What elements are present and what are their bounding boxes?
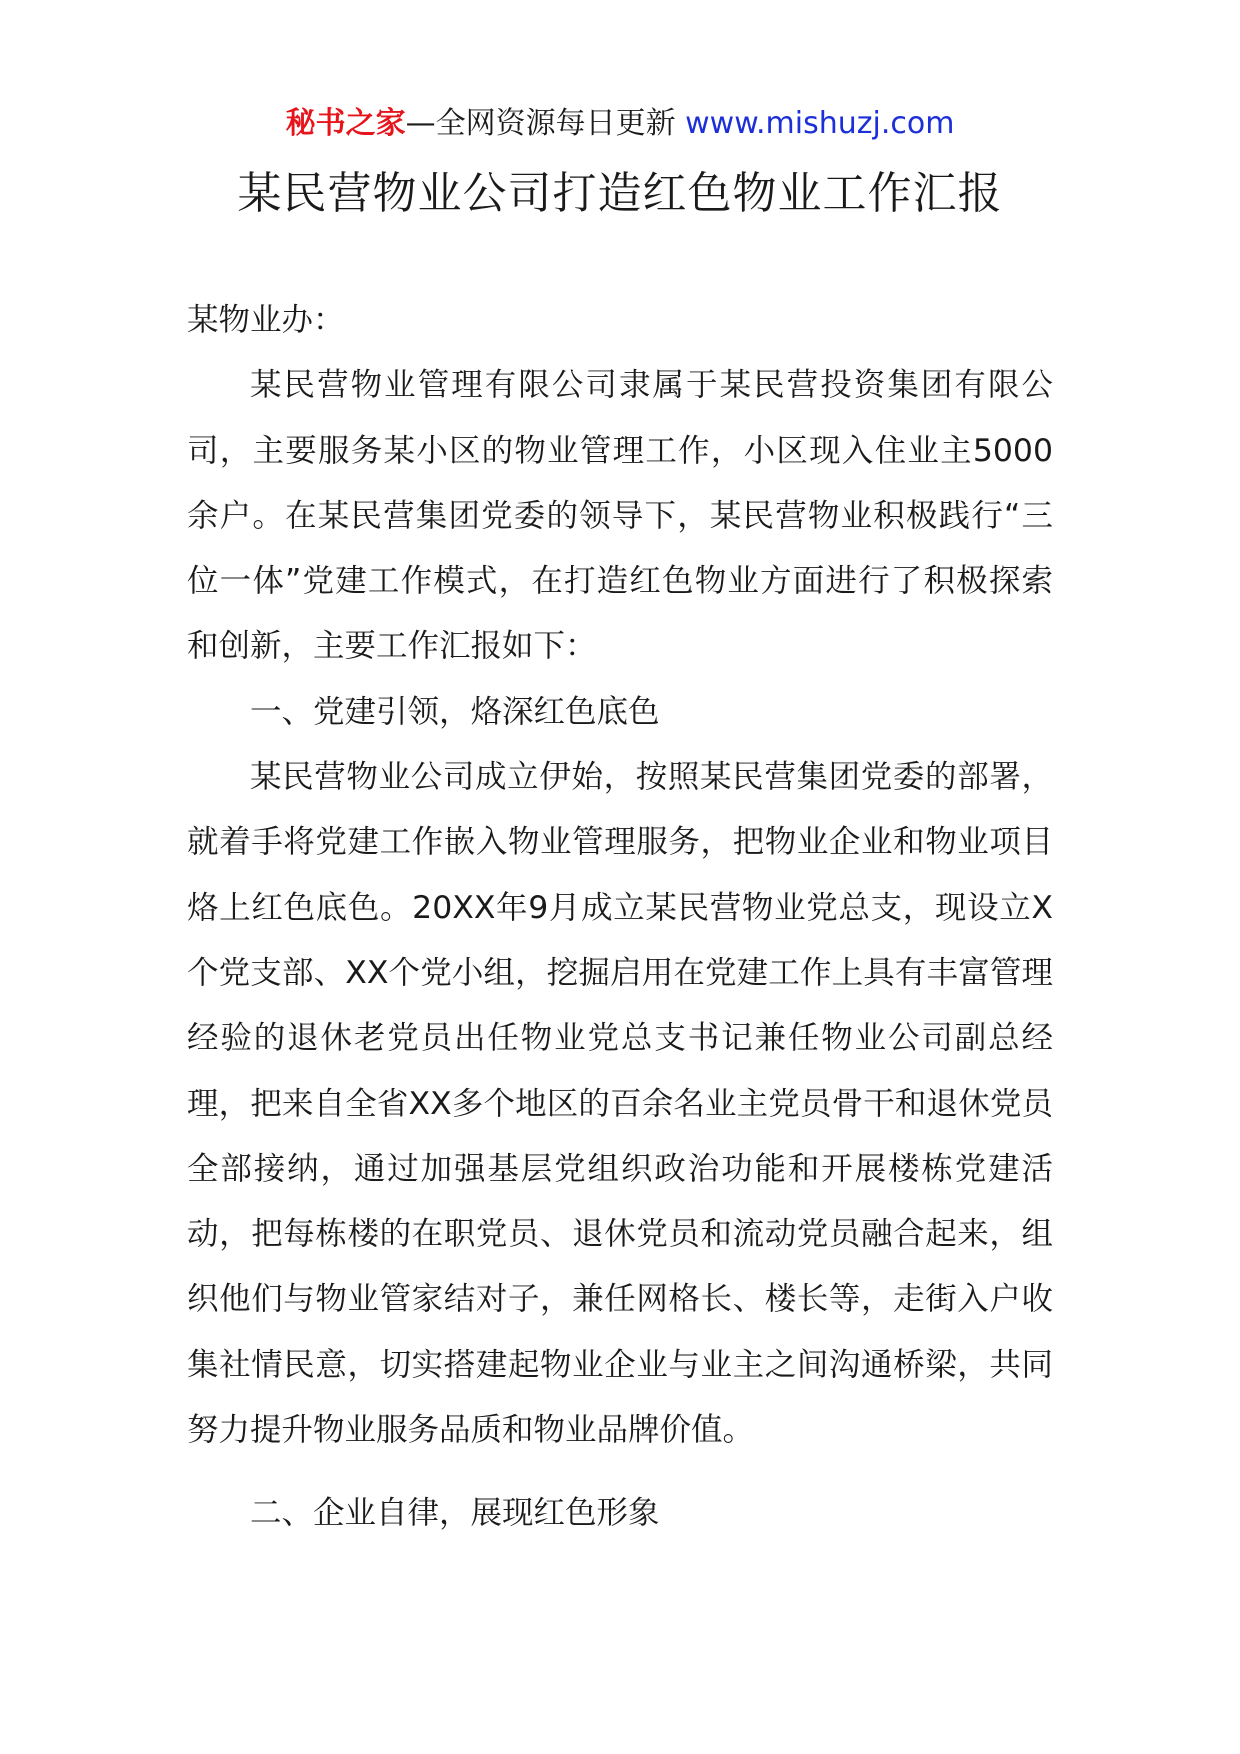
salutation: 某物业办： — [187, 302, 345, 338]
section-heading-2: 二、企业自律，展现红色形象 — [250, 1495, 660, 1532]
document-title: 某民营物业公司打造红色物业工作汇报 — [237, 168, 1003, 219]
banner-site-link[interactable]: www.mishuzj.com — [685, 106, 955, 141]
banner-slogan: —全网资源每日更新 — [405, 106, 686, 141]
document-body — [187, 288, 1053, 1547]
banner-brand: 秘书之家 — [285, 106, 406, 141]
section-heading-1: 一、党建引领，烙深红色底色 — [250, 693, 660, 730]
site-banner — [0, 102, 1240, 146]
paragraph-intro: 某民营物业管理有限公司隶属于某民营投资集团有限公司，主要服务某小区的物业管理工作，小区现入住业主5000余户。在某民营集团党委的领导下，某民营物业积极践行“三位一体”党建工作模式，在打造红色物业方面进行了积极探索和创新，主要工作汇报如下： — [187, 367, 1053, 665]
paragraph-section-1: 某民营物业公司成立伊始，按照某民营集团党委的部署，就着手将党建工作嵌入物业管理服务，把物业企业和物业项目烙上红色底色。20XX年9月成立某民营物业党总支，现设立X个党支部、XX个党小组，挖掘启用在党建工作上具有丰富管理经验的退休老党员出任物业党总支书记兼任物业公司副总经理，把来自全省XX多个地区的百余名业主党员骨干和退休党员全部接纳，通过加强基层党组织政治功能和开展楼栋党建活动，把每栋楼的在职党员、退休党员和流动党员融合起来，组织他们与物业管家结对子，兼任网格长、楼长等，走街入户收集社情民意，切实搭建起物业企业与业主之间沟通桥梁，共同努力提升物业服务品质和物业品牌价值。 — [187, 759, 1053, 1449]
